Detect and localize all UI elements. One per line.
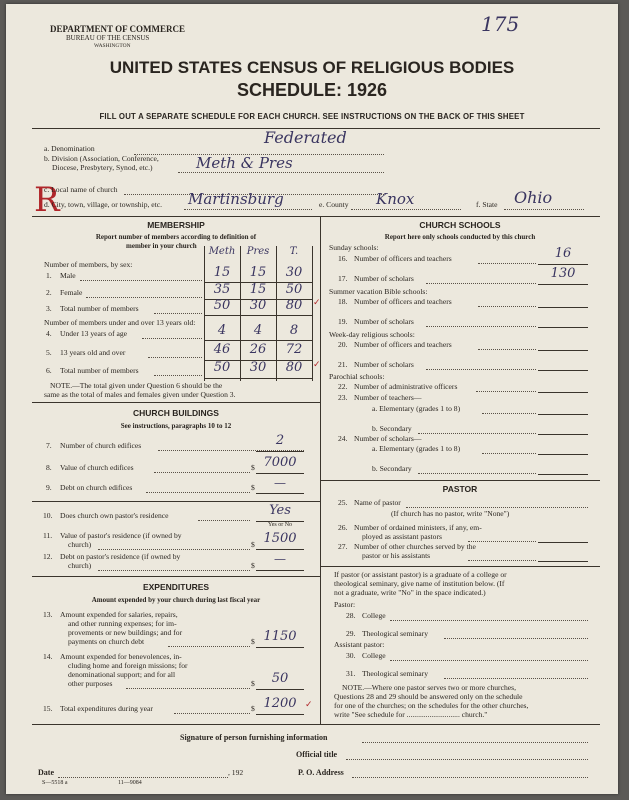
check-mark-icon: ✓	[313, 297, 321, 307]
census-schedule-sheet	[6, 4, 618, 794]
q13-line: provements or new buildings; and for	[68, 628, 183, 637]
under13-pres[interactable]: 4	[253, 323, 263, 338]
q12-label-2: church)	[68, 561, 92, 570]
dollar-sign: $	[251, 637, 255, 646]
membership-footnote-1: NOTE.—The total given under Question 6 should be the	[50, 381, 223, 390]
dollar-sign: $	[251, 561, 255, 570]
row-label: 13 years old and over	[60, 348, 126, 357]
age-label: Number of members under and over 13 years old:	[44, 318, 196, 327]
total2-total[interactable]: 80	[285, 360, 303, 375]
total-pres[interactable]: 30	[249, 298, 267, 313]
q31-label: Theological seminary	[362, 669, 429, 678]
q22-label: Number of administrative officers	[354, 382, 458, 391]
q23-a-label: a. Elementary (grades 1 to 8)	[372, 404, 461, 413]
pastor-sub-label: Pastor:	[334, 600, 356, 609]
county-label: e. County	[319, 200, 349, 209]
q20-label: Number of officers and teachers	[354, 340, 452, 349]
membership-footnote-2: same as the total of males and females given under Question 3.	[44, 390, 236, 399]
page-number: 175	[481, 12, 520, 36]
department-label: DEPARTMENT OF COMMERCE	[50, 24, 186, 34]
parochial-label: Parochial schools:	[329, 372, 385, 381]
city-label: WASHINGTON	[94, 43, 131, 49]
state-label: f. State	[476, 200, 498, 209]
q20-num: 20.	[338, 340, 348, 349]
q14-value[interactable]: 50	[271, 671, 289, 686]
state-value[interactable]: Ohio	[514, 188, 553, 207]
row-label: Under 13 years of age	[60, 329, 128, 338]
schools-heading: CHURCH SCHOOLS	[419, 220, 501, 230]
under13-meth[interactable]: 4	[217, 323, 227, 338]
q14-line: denominational support; and for all	[68, 670, 176, 679]
row-label: Total number of members	[60, 304, 139, 313]
q12-value[interactable]: —	[274, 552, 286, 566]
signature-label: Signature of person furnishing information	[180, 733, 328, 742]
sunday-label: Sunday schools:	[329, 243, 379, 252]
membership-note-2: member in your church	[126, 242, 197, 250]
q29-num: 29.	[346, 629, 356, 638]
summer-label: Summer vacation Bible schools:	[329, 287, 428, 296]
city-town-value[interactable]: Martinsburg	[188, 190, 284, 208]
q31-num: 31.	[346, 669, 356, 678]
q8-value[interactable]: 7000	[263, 455, 297, 470]
q16-num: 16.	[338, 254, 348, 263]
q25-label: Name of pastor	[354, 498, 401, 507]
membership-heading: MEMBERSHIP	[147, 220, 205, 230]
q27-label-1: Number of other churches served by the	[354, 542, 476, 551]
q13-value[interactable]: 1150	[263, 629, 297, 644]
year-label: , 192	[228, 768, 244, 777]
dollar-sign: $	[251, 540, 255, 549]
bureau-label: BUREAU OF THE CENSUS	[66, 34, 150, 42]
grad-note-line: theological seminary, give name of institution below. (If	[334, 579, 505, 588]
by-sex-label: Number of members, by sex:	[44, 260, 133, 269]
city-town-label: d. City, town, village, or township, etc.	[44, 200, 163, 209]
q24-label: Number of scholars—	[354, 434, 422, 443]
q18-label: Number of officers and teachers	[354, 297, 452, 306]
q13-line: and other running expenses; for im-	[68, 619, 177, 628]
division-label-1: b. Division (Association, Conference,	[44, 154, 159, 163]
q26-label-1: Number of ordained ministers, if any, em-	[354, 523, 482, 532]
q10-value[interactable]: Yes	[269, 503, 291, 518]
print-number: 11—9084	[118, 780, 142, 786]
under13-total[interactable]: 8	[289, 323, 299, 338]
row-label: Total number of members	[60, 366, 139, 375]
pastor-footnote-line: write "See schedule for ............................ church."	[334, 710, 488, 719]
q19-label: Number of scholars	[354, 317, 414, 326]
total-total[interactable]: 80	[285, 298, 303, 313]
assistant-sub-label: Assistant pastor:	[334, 640, 385, 649]
check-mark-icon: ✓	[313, 359, 321, 369]
q14-num: 14.	[43, 652, 53, 661]
form-title: UNITED STATES CENSUS OF RELIGIOUS BODIES	[109, 58, 515, 77]
q14-line: Amount expended for benevolences, in-	[60, 652, 182, 661]
pastor-footnote-line: for one of the churches; on the schedules for the other churches,	[334, 701, 529, 710]
row-label: Female	[60, 288, 83, 297]
general-instructions: FILL OUT A SEPARATE SCHEDULE FOR EACH CHURCH. SEE INSTRUCTIONS ON THE BACK OF THIS SHEET	[99, 112, 525, 121]
q7-value[interactable]: 2	[275, 433, 285, 448]
q24-b-label: b. Secondary	[372, 464, 412, 473]
q17-num: 17.	[338, 274, 348, 283]
q27-num: 27.	[338, 542, 348, 551]
buildings-sub: See instructions, paragraphs 10 to 12	[120, 422, 232, 430]
over13-total[interactable]: 72	[285, 342, 303, 357]
q13-num: 13.	[43, 610, 53, 619]
form-subtitle: SCHEDULE: 1926	[236, 80, 388, 100]
total2-pres[interactable]: 30	[249, 360, 267, 375]
male-total[interactable]: 30	[285, 265, 303, 280]
col-head-total: T.	[289, 246, 299, 257]
q19-num: 19.	[338, 317, 348, 326]
q24-num: 24.	[338, 434, 348, 443]
q25-note: (If church has no pastor, write "None")	[391, 509, 510, 518]
q15-label: Total expenditures during year	[60, 704, 153, 713]
expenditures-sub: Amount expended by your church during last fiscal year	[91, 596, 261, 604]
q11-value[interactable]: 1500	[263, 531, 297, 546]
check-mark-icon: ✓	[305, 699, 313, 709]
row-num: 1.	[46, 271, 52, 280]
pastor-heading: PASTOR	[442, 484, 478, 494]
q15-num: 15.	[43, 704, 53, 713]
q28-num: 28.	[346, 611, 356, 620]
date-label: Date	[38, 768, 54, 777]
q11-label-2: church)	[68, 540, 92, 549]
q23-label: Number of teachers—	[354, 393, 422, 402]
q24-a-label: a. Elementary (grades 1 to 8)	[372, 444, 461, 453]
col-head-pres: Pres	[246, 246, 270, 257]
q13-line: Amount expended for salaries, repairs,	[60, 610, 178, 619]
q21-label: Number of scholars	[354, 360, 414, 369]
female-pres[interactable]: 15	[249, 282, 267, 297]
division-label-2: Diocese, Presbytery, Synod, etc.)	[52, 163, 153, 172]
pastor-footnote-line: Questions 28 and 29 should be answered only on the schedule	[334, 692, 523, 701]
q23-num: 23.	[338, 393, 348, 402]
q27-label-2: pastor or his assistants	[362, 551, 431, 560]
expenditures-heading: EXPENDITURES	[142, 582, 210, 592]
row-num: 6.	[46, 366, 52, 375]
row-num: 5.	[46, 348, 52, 357]
q10-label: Does church own pastor's residence	[60, 511, 169, 520]
q22-num: 22.	[338, 382, 348, 391]
q10-hint: Yes or No	[267, 522, 293, 528]
margin-check-mark: R	[34, 180, 60, 220]
q15-value[interactable]: 1200	[263, 696, 297, 711]
q21-num: 21.	[338, 360, 348, 369]
over13-meth[interactable]: 46	[213, 342, 231, 357]
dollar-sign: $	[251, 704, 255, 713]
male-meth[interactable]: 15	[213, 265, 231, 280]
col-head-meth: Meth	[208, 246, 236, 257]
q16-label: Number of officers and teachers	[354, 254, 452, 263]
q12-num: 12.	[43, 552, 53, 561]
q8-label: Value of church edifices	[60, 463, 134, 472]
q9-label: Debt on church edifices	[60, 483, 133, 492]
q18-num: 18.	[338, 297, 348, 306]
q8-num: 8.	[46, 463, 52, 472]
q16-value[interactable]: 16	[554, 246, 572, 261]
schools-sub: Report here only schools conducted by this church	[384, 233, 536, 241]
q26-label-2: ployed as assistant pastors	[362, 532, 442, 541]
q12-label-1: Debt on pastor's residence (if owned by	[60, 552, 181, 561]
weekday-label: Week-day religious schools:	[329, 330, 415, 339]
official-title-label: Official title	[296, 750, 338, 759]
over13-pres[interactable]: 26	[249, 342, 267, 357]
q13-line: payments on church debt	[68, 637, 145, 646]
q9-value[interactable]: —	[274, 476, 286, 490]
female-meth[interactable]: 35	[213, 282, 231, 297]
q9-num: 9.	[46, 483, 52, 492]
dollar-sign: $	[251, 463, 255, 472]
grad-note-line: If pastor (or assistant pastor) is a graduate of a college or	[334, 570, 507, 579]
q14-line: cluding home and foreign missions; for	[68, 661, 188, 670]
q23-b-label: b. Secondary	[372, 424, 412, 433]
q7-label: Number of church edifices	[60, 441, 142, 450]
row-num: 2.	[46, 288, 52, 297]
buildings-heading: CHURCH BUILDINGS	[133, 408, 219, 418]
form-number: S—5518 a	[42, 780, 68, 786]
q11-num: 11.	[43, 531, 53, 540]
q26-num: 26.	[338, 523, 348, 532]
q11-label-1: Value of pastor's residence (if owned by	[60, 531, 182, 540]
address-label: P. O. Address	[298, 768, 344, 777]
total2-meth[interactable]: 50	[213, 360, 231, 375]
q30-label: College	[362, 651, 386, 660]
q30-num: 30.	[346, 651, 356, 660]
row-label: Male	[60, 271, 76, 280]
q29-label: Theological seminary	[362, 629, 429, 638]
q17-value[interactable]: 130	[550, 266, 576, 281]
denomination-label: a. Denomination	[44, 144, 95, 153]
denomination-value[interactable]: Federated	[264, 128, 347, 147]
dollar-sign: $	[251, 679, 255, 688]
q17-label: Number of scholars	[354, 274, 414, 283]
dollar-sign: $	[251, 483, 255, 492]
grad-note-line: not a graduate, write "No" in the space indicated.)	[334, 588, 486, 597]
county-value[interactable]: Knox	[376, 190, 415, 208]
q10-num: 10.	[43, 511, 53, 520]
row-num: 4.	[46, 329, 52, 338]
total-meth[interactable]: 50	[213, 298, 231, 313]
male-pres[interactable]: 15	[249, 265, 267, 280]
pastor-footnote-line: NOTE.—Where one pastor serves two or more churches,	[342, 683, 516, 692]
q25-num: 25.	[338, 498, 348, 507]
female-total[interactable]: 50	[285, 282, 303, 297]
q7-num: 7.	[46, 441, 52, 450]
row-num: 3.	[46, 304, 52, 313]
q14-line: other purposes	[68, 679, 113, 688]
division-value[interactable]: Meth & Pres	[196, 154, 293, 172]
q28-label: College	[362, 611, 386, 620]
membership-note-1: Report number of members according to definition of	[95, 233, 257, 241]
local-name-label: c. Local name of church	[44, 185, 118, 194]
